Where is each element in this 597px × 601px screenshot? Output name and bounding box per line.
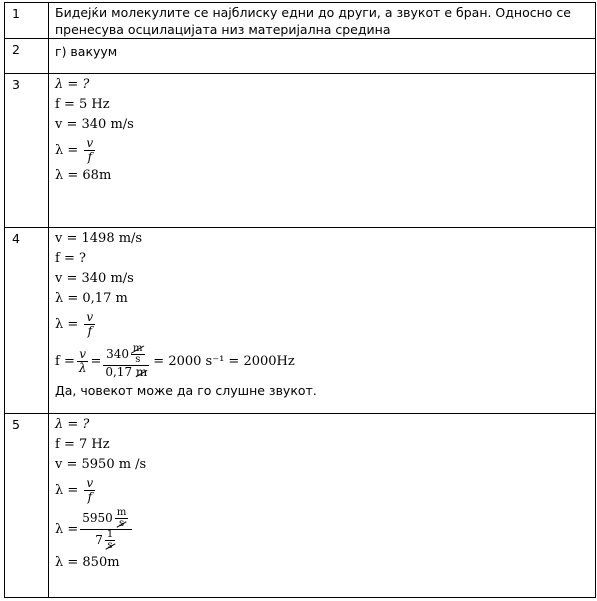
equals-sign: = (90, 353, 102, 369)
compound-fraction (80, 508, 132, 551)
unit-s: s (107, 540, 113, 551)
denominator (93, 530, 119, 551)
formula-line (55, 311, 595, 338)
given-line: f = 7 Hz (55, 437, 110, 452)
unit-m: m (116, 507, 127, 518)
conclusion-text: Да, човекот може да го слушне звукот. (55, 383, 317, 398)
calculation-line (55, 508, 595, 551)
calculation-line (55, 344, 595, 379)
row-number: 1 (5, 3, 49, 39)
table-row (5, 3, 596, 39)
unit-one: 1 (106, 529, 114, 540)
numerator: v (86, 136, 94, 150)
compound-fraction (103, 344, 149, 379)
table-row (5, 228, 596, 414)
solution-table-wrapper (4, 2, 596, 599)
lambda-symbol: λ = (55, 317, 79, 332)
given-line: f = 5 Hz (55, 97, 110, 112)
value-5950: 5950 (82, 511, 113, 525)
answer-text: г) вакуум (55, 44, 118, 59)
numerator (80, 508, 132, 529)
solution-cell (49, 414, 596, 598)
numerator: v (79, 347, 87, 361)
solution-cell (49, 228, 596, 414)
given-line: f = ? (55, 251, 86, 266)
row-number: 3 (5, 74, 49, 228)
lambda-symbol: λ = (55, 521, 79, 537)
solution-cell (49, 74, 596, 228)
fraction (77, 348, 89, 375)
f-symbol: f = (55, 353, 75, 369)
table-row (5, 74, 596, 228)
numerator: v (86, 476, 94, 490)
table-row (5, 414, 596, 598)
numerator (104, 344, 148, 365)
lambda-symbol: λ = (55, 483, 79, 498)
value-340: 340 (106, 347, 130, 361)
given-line: λ = ? (55, 417, 90, 432)
table-row (5, 39, 596, 74)
given-line: v = 340 m/s (55, 117, 134, 132)
given-line: λ = ? (55, 77, 90, 92)
denominator: f (87, 490, 93, 504)
unit-s: s (135, 354, 141, 365)
numerator: v (86, 310, 94, 324)
unit-fraction (131, 344, 144, 365)
unit-fraction (105, 530, 115, 551)
fraction (84, 311, 95, 338)
given-line: v = 1498 m/s (55, 231, 143, 246)
answer-cell (49, 39, 596, 74)
fraction (84, 477, 95, 504)
fraction (84, 137, 95, 164)
row-number: 5 (5, 414, 49, 598)
given-line: λ = 0,17 m (55, 291, 128, 306)
value-017: 0,17 (105, 365, 133, 379)
formula-line (55, 477, 595, 504)
denominator: f (87, 324, 93, 338)
result-tail: = 2000 s⁻¹ = 2000Hz (153, 353, 295, 369)
answer-cell (49, 3, 596, 39)
result-line: λ = 850m (55, 555, 120, 570)
denominator: λ (78, 361, 87, 375)
denominator: f (87, 150, 93, 164)
value-7: 7 (95, 533, 103, 547)
given-line: v = 5950 m /s (55, 457, 147, 472)
formula-line (55, 137, 595, 164)
lambda-symbol: λ = (55, 143, 79, 158)
unit-fraction (115, 508, 128, 529)
row-number: 4 (5, 228, 49, 414)
denominator (103, 366, 149, 379)
unit-m: m (135, 365, 148, 379)
solution-table (4, 2, 596, 598)
unit-m: m (133, 343, 143, 354)
given-line: v = 340 m/s (55, 271, 134, 286)
result-line: λ = 68m (55, 168, 112, 183)
answer-text: Бидејќи молекулите се најблиску едни до други, а звукот е бран. Односно се пренесува осцилацијата низ материјална средина (55, 5, 571, 37)
row-number: 2 (5, 39, 49, 74)
unit-s: s (118, 518, 125, 529)
